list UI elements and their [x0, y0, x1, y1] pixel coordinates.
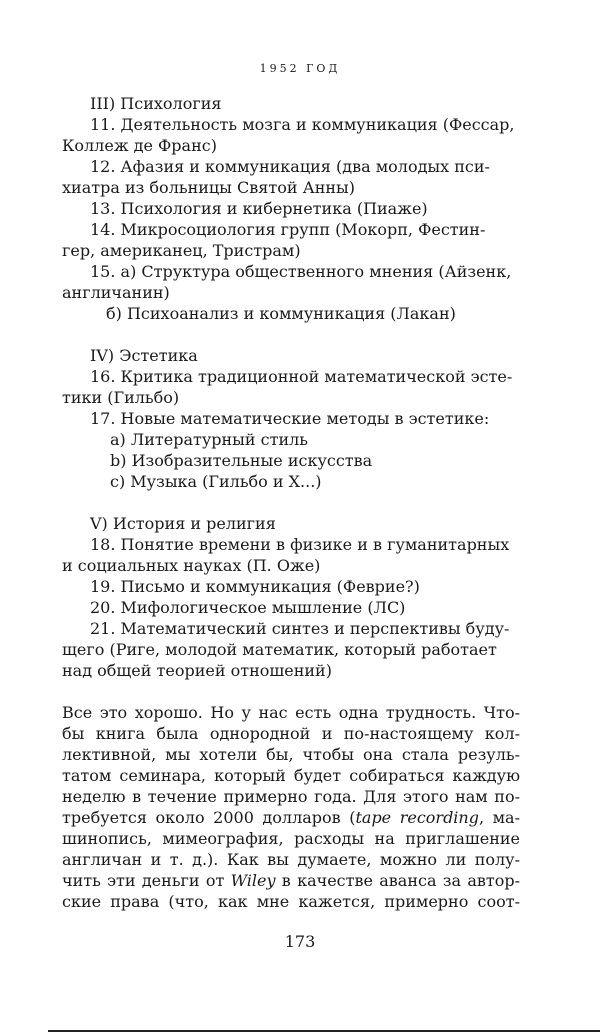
bottom-divider — [48, 1030, 600, 1032]
list-subitem: б) Психоанализ и коммуникация (Лакан) — [106, 304, 456, 323]
section-title: V) История и религия — [90, 514, 276, 533]
list-subitem: b) Изобразительные искусства — [110, 451, 373, 470]
section-history-religion — [62, 513, 520, 681]
paragraph-line — [62, 870, 520, 891]
list-item: 16. Критика традиционной математической эсте- — [90, 367, 513, 386]
list-item-continuation: над общей теорией отношений) — [62, 661, 332, 680]
list-item: 21. Математический синтез и перспективы буду- — [90, 619, 510, 638]
section-title: III) Психология — [90, 94, 222, 113]
list-item: 17. Новые математические методы в эстетике: — [90, 409, 490, 428]
section-aesthetics — [62, 345, 520, 492]
section-psychology — [62, 93, 520, 324]
section-spacer — [62, 681, 520, 702]
list-item-continuation: тики (Гильбо) — [62, 388, 180, 407]
paragraph-line: шинопись, мимеография, расходы на приглашение — [62, 829, 520, 848]
section-spacer — [62, 492, 520, 513]
section-spacer — [62, 324, 520, 345]
paragraph-line: неделю в течение примерно года. Для этого нам по- — [62, 787, 520, 806]
running-header: 1952 ГОД — [259, 62, 341, 75]
paragraph-line: бы книга была однородной и по-настоящему кол- — [62, 724, 520, 743]
paragraph-line: англичан и т. д.). Как вы думаете, можно ли полу- — [62, 850, 520, 869]
paragraph-line: лективной, мы хотели бы, чтобы она стала резуль- — [62, 745, 520, 764]
list-item: 18. Понятие времени в физике и в гуманитарных — [90, 535, 510, 554]
italic-publisher: Wiley — [230, 871, 276, 890]
page-body — [62, 93, 520, 912]
paragraph-text: требуется около 2000 долларов ( — [62, 808, 356, 827]
list-subitem: а) Литературный стиль — [110, 430, 308, 449]
paragraph-line: татом семинара, который будет собираться каждую — [62, 766, 520, 785]
list-item: 15. а) Структура общественного мнения (Айзенк, — [90, 262, 512, 281]
paragraph-text: чить эти деньги от — [62, 871, 231, 890]
list-subitem: с) Музыка (Гильбо и Х...) — [110, 472, 322, 491]
list-item-continuation: англичанин) — [62, 283, 170, 302]
paragraph-line: Все это хорошо. Но у нас есть одна трудность. Что- — [62, 703, 520, 722]
list-item-continuation: и социальных науках (П. Оже) — [62, 556, 321, 575]
list-item: 12. Афазия и коммуникация (два молодых пси- — [90, 157, 490, 176]
list-item: 11. Деятельность мозга и коммуникация (Фессар, — [90, 115, 515, 134]
list-item: 19. Письмо и коммуникация (Феврие?) — [90, 577, 420, 596]
body-paragraph — [62, 702, 520, 912]
paragraph-text: , ма- — [478, 808, 520, 827]
list-item: 20. Мифологическое мышление (ЛС) — [90, 598, 406, 617]
list-item-continuation: гер, американец, Тристрам) — [62, 241, 301, 260]
list-item-continuation: хиатра из больницы Святой Анны) — [62, 178, 355, 197]
paragraph-text: в качестве аванса за автор- — [275, 871, 520, 890]
list-item-continuation: Коллеж де Франс) — [62, 136, 217, 155]
italic-term: tape recording — [355, 808, 479, 827]
list-item: 13. Психология и кибернетика (Пиаже) — [90, 199, 428, 218]
page-number: 173 — [284, 932, 316, 951]
list-item-continuation: щего (Риге, молодой математик, который работает — [62, 640, 497, 659]
section-title: IV) Эстетика — [90, 346, 198, 365]
paragraph-line — [62, 807, 520, 828]
list-item: 14. Микросоциология групп (Мокорп, Фестин- — [90, 220, 486, 239]
paragraph-line: ские права (что, как мне кажется, примерно соот- — [62, 892, 520, 911]
